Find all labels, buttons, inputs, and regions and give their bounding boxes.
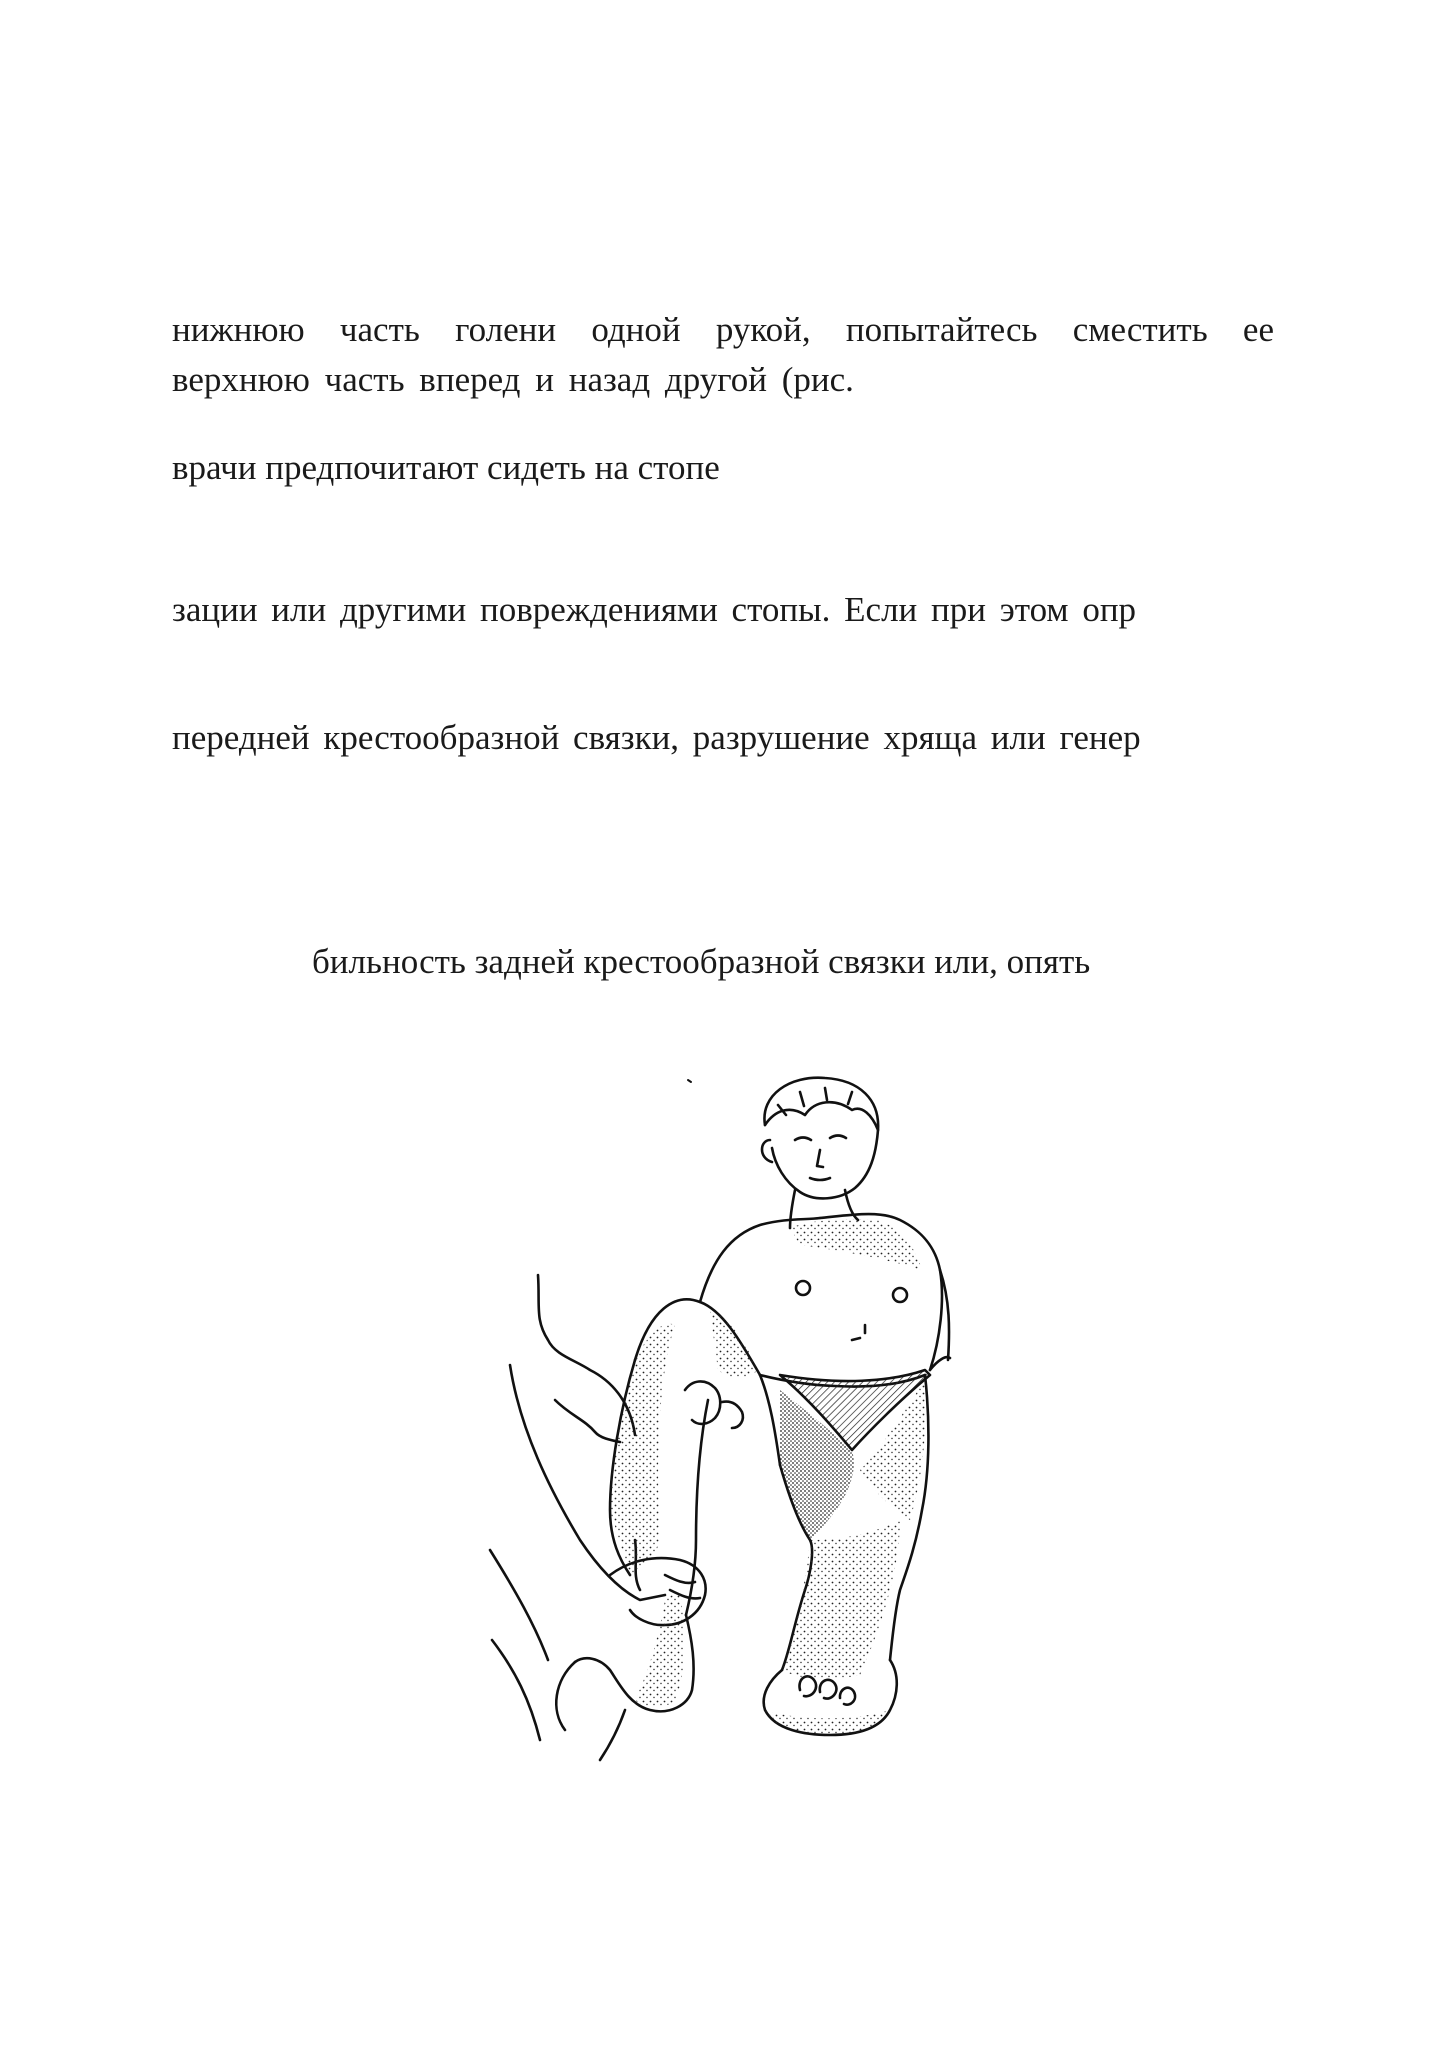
text-line-6: бильность задней крестообразной связки или, опять: [312, 942, 1091, 981]
hair: [765, 1102, 878, 1130]
examiner-thumb: [685, 1381, 720, 1424]
text-line-4: зации или другими повреждениями стопы. Если при этом опр: [172, 590, 1137, 629]
knee-examination-illustration: [460, 1070, 980, 1770]
text-line-2: верхнюю часть вперед и назад другой (рис.: [172, 360, 854, 399]
text-line-5: передней крестообразной связки, разрушение хряща или генер: [172, 718, 1141, 757]
text-line-1: нижнюю часть голени одной рукой, попытайтесь сместить ее: [172, 310, 1274, 349]
text-line-3: врачи предпочитают сидеть на стопе: [172, 448, 720, 487]
